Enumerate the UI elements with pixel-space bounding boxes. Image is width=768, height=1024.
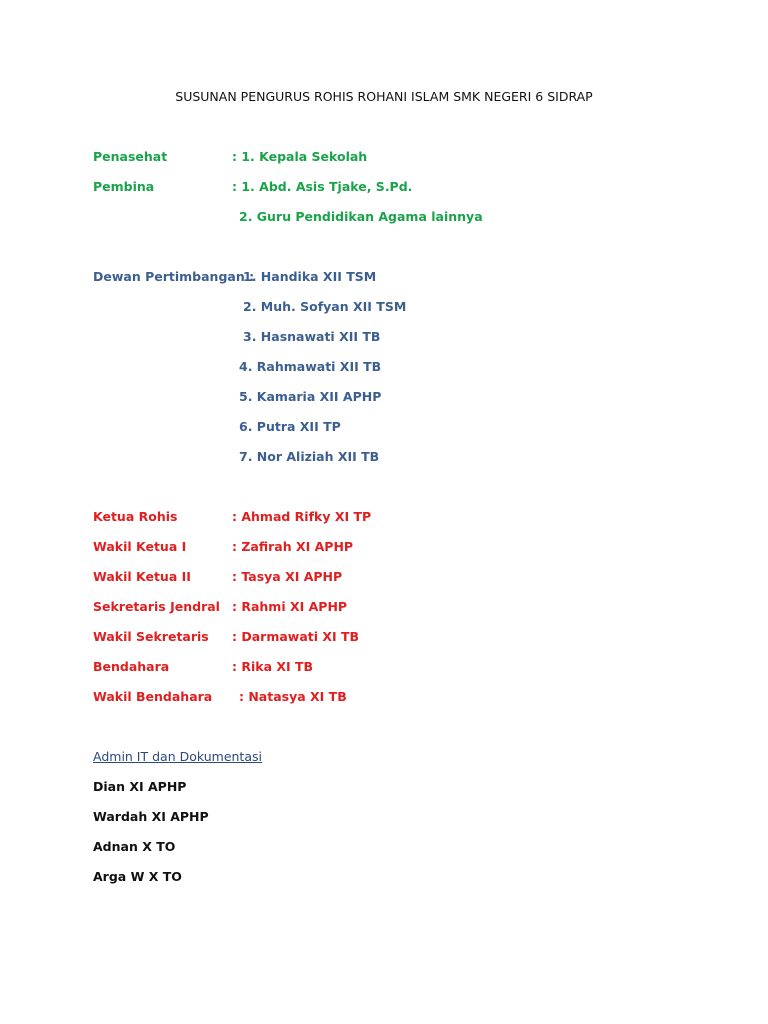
pengurus-label: Wakil Sekretaris: [93, 629, 209, 644]
pengurus-value: : Rahmi XI APHP: [232, 599, 348, 614]
admin-member-3: Adnan X TO: [93, 839, 176, 854]
document-title: SUSUNAN PENGURUS ROHIS ROHANI ISLAM SMK NEGERI 6 SIDRAP: [175, 89, 593, 104]
dewan-member-4: 4. Rahmawati XII TB: [239, 359, 382, 374]
pengurus-value: : Tasya XI APHP: [232, 569, 343, 584]
pembina-label: Pembina: [93, 179, 155, 194]
penasehat-value: : 1. Kepala Sekolah: [232, 149, 368, 164]
dewan-member-1: 1. Handika XII TSM: [243, 269, 377, 284]
pengurus-value: : Darmawati XI TB: [232, 629, 360, 644]
pengurus-value: : Natasya XI TB: [239, 689, 347, 704]
pengurus-label: Sekretaris Jendral: [93, 599, 220, 614]
penasehat-label: Penasehat: [93, 149, 168, 164]
dewan-member-6: 6. Putra XII TP: [239, 419, 341, 434]
admin-member-1: Dian XI APHP: [93, 779, 187, 794]
admin-member-4: Arga W X TO: [93, 869, 182, 884]
pengurus-label: Wakil Bendahara: [93, 689, 213, 704]
dewan-member-2: 2. Muh. Sofyan XII TSM: [243, 299, 407, 314]
pengurus-label: Ketua Rohis: [93, 509, 178, 524]
pengurus-label: Wakil Ketua II: [93, 569, 191, 584]
admin-member-2: Wardah XI APHP: [93, 809, 209, 824]
dewan-member-5: 5. Kamaria XII APHP: [239, 389, 382, 404]
pembina-value-1: : 1. Abd. Asis Tjake, S.Pd.: [232, 179, 413, 194]
dewan-member-7: 7. Nor Aliziah XII TB: [239, 449, 380, 464]
pengurus-value: : Zafirah XI APHP: [232, 539, 354, 554]
dewan-label: Dewan Pertimbangan :: [93, 269, 255, 284]
pengurus-value: : Rika XI TB: [232, 659, 314, 674]
pengurus-label: Bendahara: [93, 659, 170, 674]
dewan-member-3: 3. Hasnawati XII TB: [243, 329, 381, 344]
pembina-value-2: 2. Guru Pendidikan Agama lainnya: [239, 209, 483, 224]
admin-heading: Admin IT dan Dokumentasi: [93, 749, 262, 764]
pengurus-label: Wakil Ketua I: [93, 539, 187, 554]
pengurus-value: : Ahmad Rifky XI TP: [232, 509, 372, 524]
